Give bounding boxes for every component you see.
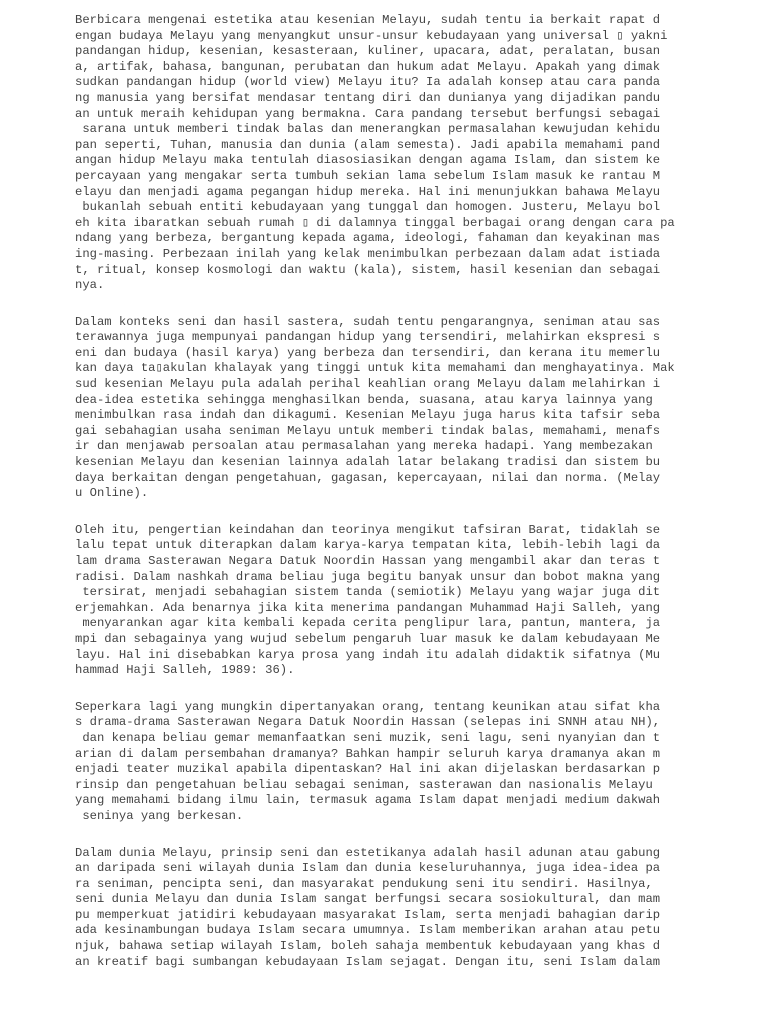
paragraph-4: Seperkara lagi yang mungkin dipertanyakan orang, tentang keunikan atau sifat kha s drama-drama Sasterawan Negara Datuk Noordin Hassan (selepas ini SNNH atau NH), dan kenapa beliau gemar memanfaatkan seni muzik, seni lagu, seni nyanyian dan t arian di dalam persembahan dramanya? Bahkan hampir seluruh karya dramanya akan m enjadi teater muzikal apabila dipentaskan? Hal ini akan dijelaskan berdasarkan p rinsip dan pengetahuan beliau sebagai seniman, sasterawan dan nasionalis Melayu yang memahami bidang ilmu lain, termasuk agama Islam dapat menjadi medium dakwah seninya yang berkesan. — [75, 699, 661, 823]
paragraph-3: Oleh itu, pengertian keindahan dan teorinya mengikut tafsiran Barat, tidaklah se lalu tepat untuk diterapkan dalam karya-karya tempatan kita, lebih-lebih lagi da lam drama Sasterawan Negara Datuk Noordin Hassan yang mengambil akar dan teras t radisi. Dalam nashkah drama beliau juga begitu banyak unsur dan bobot makna yang tersirat, menjadi sebahagian sistem tanda (semiotik) Melayu yang wajar juga dit erjemahkan. Ada benarnya jika kita menerima pandangan Muhammad Haji Salleh, yang menyarankan agar kita kembali kepada cerita penglipur lara, pantun, mantera, ja mpi dan sebagainya yang wujud sebelum pengaruh luar masuk ke dalam kebudayaan Me layu. Hal ini disebabkan karya prosa yang indah itu adalah didaktik sifatnya (Mu hammad Haji Salleh, 1989: 36). — [75, 522, 661, 678]
paragraph-1: Berbicara mengenai estetika atau kesenian Melayu, sudah tentu ia berkait rapat d engan budaya Melayu yang menyangkut unsur-unsur kebudayaan yang universal ▯ yakni pandangan hidup, kesenian, kesasteraan, kuliner, upacara, adat, peralatan, busan a, artifak, bahasa, bangunan, perubatan dan hukum adat Melayu. Apakah yang dimak sudkan pandangan hidup (world view) Melayu itu? Ia adalah konsep atau cara panda ng manusia yang bersifat mendasar tentang diri dan dunianya yang dijadikan pandu an untuk meraih kehidupan yang bermakna. Cara pandang tersebut berfungsi sebagai sarana untuk memberi tindak balas dan menerangkan permasalahan kewujudan kehidu pan seperti, Tuhan, manusia dan dunia (alam semesta). Jadi apabila memahami pand angan hidup Melayu maka tentulah diasosiasikan dengan agama Islam, dan sistem ke percayaan yang mengakar serta tumbuh sekian lama sebelum Islam masuk ke rantau M elayu dan menjadi agama pegangan hidup mereka. Hal ini menunjukkan bahawa Melayu bukanlah sebuah entiti kebudayaan yang tunggal dan homogen. Justeru, Melayu bol eh kita ibaratkan sebuah rumah ▯ di dalamnya tinggal berbagai orang dengan cara pa ndang yang berbeza, bergantung kepada agama, ideologi, fahaman dan keyakinan mas ing-masing. Perbezaan inilah yang kelak menimbulkan perbezaan dalam adat istiada t, ritual, konsep kosmologi dan waktu (kala), sistem, hasil kesenian dan sebagai nya. — [75, 13, 675, 293]
document-page — [75, 13, 755, 991]
paragraph-5: Dalam dunia Melayu, prinsip seni dan estetikanya adalah hasil adunan atau gabung an daripada seni wilayah dunia Islam dan dunia keseluruhannya, juga idea-idea pa ra seniman, pencipta seni, dan masyarakat pendukung seni itu sendiri. Hasilnya, seni dunia Melayu dan dunia Islam sangat berfungsi secara sosiokultural, dan mam pu memperkuat jatidiri kebudayaan masyarakat Islam, serta menjadi bahagian darip ada kesinambungan budaya Islam secara umumnya. Islam memberikan arahan atau petu njuk, bahawa setiap wilayah Islam, boleh sahaja membentuk kebudayaan yang khas d an kreatif bagi sumbangan kebudayaan Islam sejagat. Dengan itu, seni Islam dalam — [75, 845, 661, 969]
paragraph-2: Dalam konteks seni dan hasil sastera, sudah tentu pengarangnya, seniman atau sas terawannya juga mempunyai pandangan hidup yang tersendiri, melahirkan ekspresi s eni dan budaya (hasil karya) yang berbeza dan tersendiri, dan kerana itu memerlu kan daya ta▯akulan khalayak yang tinggi untuk kita memahami dan menghayatinya. Mak sud kesenian Melayu pula adalah perihal keahlian orang Melayu dalam melahirkan i dea-idea estetika sehingga menghasilkan benda, suasana, atau karya lainnya yang menimbulkan rasa indah dan dikagumi. Kesenian Melayu juga harus kita tafsir seba gai sebahagian usaha seniman Melayu untuk memberi tindak balas, memahami, menafs ir dan menjawab persoalan atau permasalahan yang mereka hadapi. Yang membezakan kesenian Melayu dan kesenian lainnya adalah latar belakang tradisi dan sistem bu daya berkaitan dengan pengetahuan, gagasan, kepercayaan, nilai dan norma. (Melay u Online). — [75, 314, 675, 501]
